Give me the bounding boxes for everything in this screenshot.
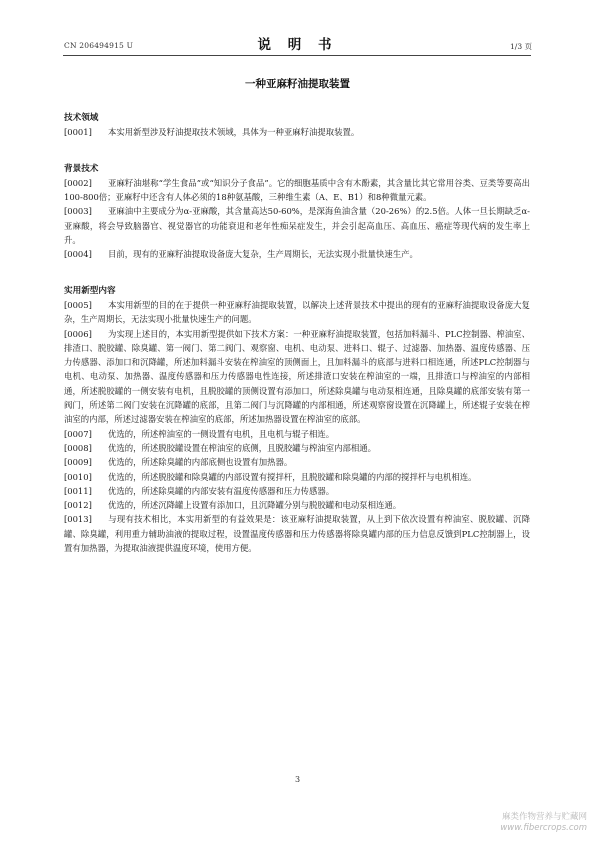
paragraph (64, 484, 530, 498)
paragraph (64, 441, 530, 455)
paragraph-number: [0009] (64, 457, 92, 468)
paragraph (64, 512, 530, 555)
document-title: 一种亚麻籽油提取装置 (245, 78, 350, 90)
paragraph-text: 优选的，所述脱胶罐和除臭罐的内部设置有搅拌杆，且脱胶罐和除臭罐的内部的搅拌杆与电机相连。 (108, 471, 477, 482)
paragraph-number: [0004] (64, 249, 92, 260)
paragraph (64, 125, 530, 139)
paragraph-number: [0013] (64, 514, 92, 525)
site-watermark (500, 812, 587, 834)
paragraph (64, 298, 530, 327)
paragraph-text: 亚麻籽油堪称“学生食品”或“知识分子食品”。它的细胞基质中含有木酚素，其含量比其它常用谷类、豆类等要高出100-800倍；亚麻籽中还含有人体必须的18种氨基酸，三种维生素（A、E、B1）和8种微量元素。 (64, 177, 530, 203)
paragraph (64, 176, 530, 205)
paragraph (64, 247, 530, 261)
header-divider (63, 55, 531, 56)
paragraph-text: 优选的，所述除臭罐的内部底侧也设置有加热器。 (108, 457, 293, 468)
paragraph-number: [0005] (64, 299, 92, 310)
paragraph-number: [0011] (64, 485, 92, 496)
paragraph-text: 为实现上述目的，本实用新型提供如下技术方案：一种亚麻籽油提取装置，包括加料漏斗、PLC控制器、榨油室、排渣口、脱胶罐、除臭罐、第一阀门、第二阀门、观察窗、电机、电动泵、进料口、辊子、过滤器、加热器、温度传感器、压力传感器、添加口和沉降罐，所述加料漏斗安装在榨油室的顶侧面上，且加料漏斗的底部与进料口相连通，所述PLC控制器与电机、电动泵、加热器、温度传感器和压力传感器电性连接，所述排渣口安装在榨油室的一端，且排渣口与榨油室的内部相通，所述脱胶罐的一侧安装有电机，且脱胶罐的顶侧设置有添加口，所述除臭罐与电动泵相连通，且除臭罐的底部安装有第一阀门，所述第二阀门安装在沉降罐的底部，且第二阀门与沉降罐的内部相通，所述观察窗设置在沉降罐上，所述辊子安装在榨油室的内部，所述过滤器安装在榨油室的底部，所述加热器设置在榨油室的底部。 (64, 328, 530, 425)
paragraph (64, 327, 530, 427)
page-number: 3 (294, 775, 301, 784)
paragraph-text: 亚麻油中主要成分为α-亚麻酸，其含量高达50-60%，是深海鱼油含量（20-26%）的2.5倍。人体一旦长期缺乏α-亚麻酸，将会导致脑器官、视觉器官的功能衰退和老年性痴呆症发生，并会引起高血压、高血压、癌症等现代病的发生率上升。 (64, 206, 530, 246)
paragraph-text: 优选的，所述除臭罐的内部安装有温度传感器和压力传感器。 (108, 485, 335, 496)
paragraph (64, 204, 530, 247)
paragraph (64, 455, 530, 469)
paragraph-number: [0001] (64, 127, 92, 138)
paragraph-number: [0012] (64, 500, 92, 511)
paragraph-text: 本实用新型涉及籽油提取技术领域，具体为一种亚麻籽油提取装置。 (108, 127, 360, 138)
patent-number: CN 206494915 U (64, 41, 134, 50)
paragraph-number: [0007] (64, 428, 92, 439)
paragraph (64, 427, 530, 441)
paragraph-number: [0006] (64, 328, 92, 339)
paragraph (64, 470, 530, 484)
paragraph-text: 优选的，所述沉降罐上设置有添加口，且沉降罐分别与脱胶罐和电动泵相连通。 (108, 500, 402, 511)
paragraph (64, 498, 530, 512)
paragraph-number: [0008] (64, 442, 92, 453)
paragraph-text: 优选的，所述榨油室的一侧设置有电机，且电机与辊子相连。 (108, 428, 335, 439)
watermark-site-name: 麻类作物营养与贮藏网 (501, 812, 587, 822)
section-heading: 实用新型内容 (64, 285, 116, 296)
paragraph-text: 与现有技术相比，本实用新型的有益效果是：该亚麻籽油提取装置，从上到下依次设置有榨油室、脱胶罐、沉降罐、除臭罐，利用重力辅助油液的提取过程，设置温度传感器和压力传感器将除臭罐内部的压力信息反馈到PLC控制器上，设置有加热器，为提取油液提供温度环境，使用方便。 (64, 514, 530, 554)
paragraph-number: [0002] (64, 177, 92, 188)
document-type-heading: 说 明 书 (257, 37, 338, 53)
page-indicator: 1/3 页 (510, 42, 532, 51)
paragraph-number: [0003] (64, 206, 92, 217)
watermark-url: www.fibercrops.com (500, 823, 587, 833)
section-heading: 技术领域 (64, 113, 99, 123)
paragraph-text: 优选的，所述脱胶罐设置在榨油室的底侧，且脱胶罐与榨油室内部相通。 (108, 442, 376, 453)
paragraph-text: 目前，现有的亚麻籽油提取设备庞大复杂，生产周期长，无法实现小批量快速生产。 (108, 249, 418, 260)
document-body (64, 111, 530, 555)
section-heading: 背景技术 (64, 163, 99, 174)
paragraph-text: 本实用新型的目的在于提供一种亚麻籽油提取装置，以解决上述背景技术中提出的现有的亚麻籽油提取设备庞大复杂，生产周期长，无法实现小批量快速生产的问题。 (64, 299, 530, 325)
paragraph-number: [0010] (64, 471, 92, 482)
